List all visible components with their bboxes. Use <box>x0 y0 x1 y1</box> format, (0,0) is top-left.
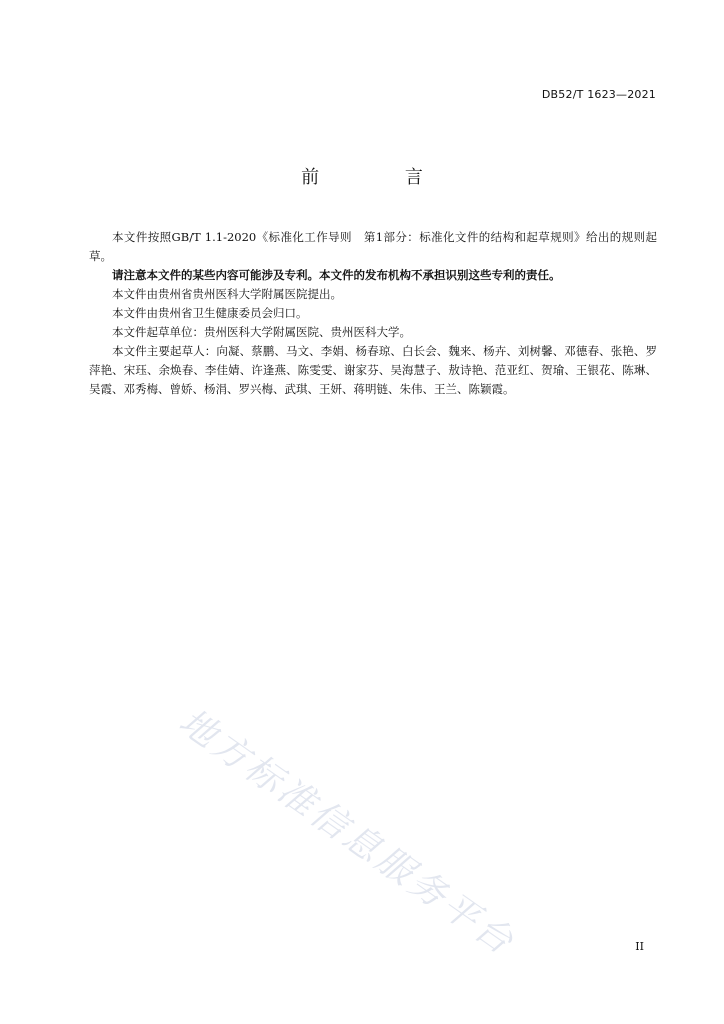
watermark: 地方标准信息服务平台 <box>171 701 523 965</box>
paragraph-drafting-units: 本文件起草单位：贵州医科大学附属医院、贵州医科大学。 <box>112 325 411 339</box>
paragraph-administrator: 本文件由贵州省卫生健康委员会归口。 <box>112 306 308 320</box>
section-title: 前 言 <box>301 167 463 188</box>
paragraph-drafters: 本文件主要起草人：向凝、蔡鹏、马文、李娟、杨春琼、白长会、魏来、杨卉、刘树馨、邓德春、张艳、罗萍艳、宋珏、余焕春、李佳婧、许逢燕、陈雯雯、谢家芬、吴海慧子、敖诗艳、范亚红、贺瑜、王银花、陈琳、吴霞、邓秀梅、曾娇、杨涓、罗兴梅、武琪、王妍、蒋明链、朱伟、王兰、陈颖霞。 <box>89 344 657 396</box>
paragraph-proposer: 本文件由贵州省贵州医科大学附属医院提出。 <box>112 287 342 301</box>
page-number: II <box>635 940 644 953</box>
paragraph-patent-notice: 请注意本文件的某些内容可能涉及专利。本文件的发布机构不承担识别这些专利的责任。 <box>112 268 561 282</box>
foreword-body <box>89 228 657 399</box>
standard-code: DB52/T 1623—2021 <box>541 88 656 101</box>
paragraph-drafting-rules: 本文件按照GB/T 1.1-2020《标准化工作导则 第1部分：标准化文件的结构和起草规则》给出的规则起草。 <box>89 230 657 263</box>
